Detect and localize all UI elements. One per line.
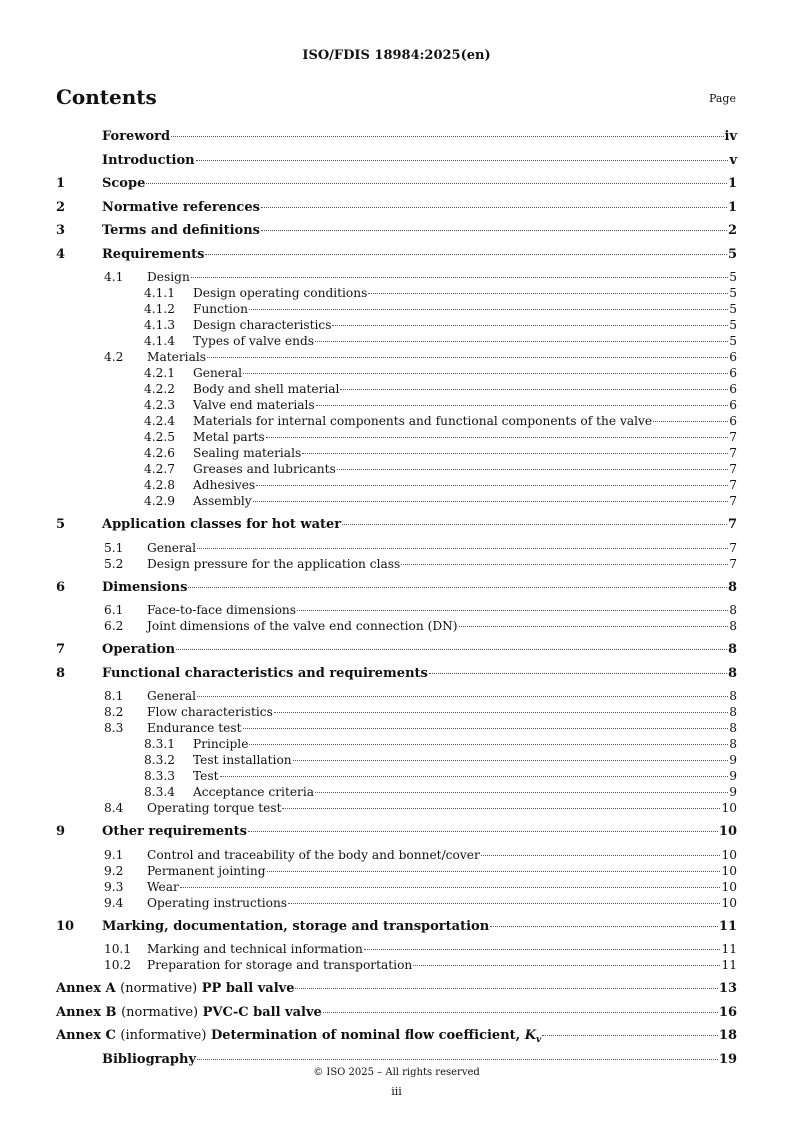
dot-leader	[197, 696, 728, 697]
dot-leader	[342, 524, 727, 525]
toc-entry-page: 7	[729, 494, 737, 508]
toc-entry[interactable]	[56, 1005, 737, 1029]
toc-entry-number: 4.2.7	[144, 462, 176, 476]
toc-entry[interactable]	[56, 478, 737, 494]
dot-leader	[282, 808, 720, 809]
dot-leader	[266, 437, 729, 438]
dot-leader	[337, 469, 728, 470]
toc-entry-title[interactable]: Joint dimensions of the valve end connection (DN)	[147, 619, 458, 633]
toc-entry-title[interactable]: Metal parts	[193, 430, 265, 444]
dot-leader	[261, 230, 727, 231]
dot-leader	[332, 325, 728, 326]
toc-entry-page: 8	[729, 705, 737, 719]
dot-leader	[248, 831, 718, 832]
dot-leader	[316, 405, 729, 406]
dot-leader	[176, 649, 727, 650]
toc-entry-number: 6.1	[104, 603, 124, 617]
dot-leader	[256, 485, 728, 486]
toc-entry-page: 6	[729, 350, 737, 364]
dot-leader	[490, 926, 718, 927]
toc-entry-title[interactable]: Wear	[147, 879, 179, 894]
toc-entry-number: 5	[56, 517, 66, 532]
toc-entry[interactable]	[56, 223, 737, 247]
toc-entry-title[interactable]: Function	[193, 302, 248, 316]
toc-entry-number: 8.3.4	[144, 785, 176, 799]
toc-entry-number: 9.2	[104, 863, 124, 878]
toc-entry-number: 9.3	[104, 879, 124, 894]
dot-leader	[267, 871, 721, 872]
toc-entry[interactable]	[56, 494, 737, 510]
toc-entry-page: 7	[729, 430, 737, 444]
toc-entry-number: 4.1.3	[144, 318, 176, 332]
toc-entry[interactable]	[56, 880, 737, 896]
dot-leader	[196, 160, 729, 161]
annex-label: Annex A	[56, 981, 116, 996]
toc-entry-number: 8	[56, 665, 66, 681]
dot-leader	[302, 453, 728, 454]
dot-leader	[297, 610, 728, 611]
dot-leader	[429, 673, 727, 674]
toc-entry-number: 4.2	[104, 350, 124, 364]
toc-entry-number: 1	[56, 176, 66, 191]
dot-leader	[205, 254, 726, 255]
toc-entry-title[interactable]: Terms and definitions	[102, 223, 260, 238]
dot-leader	[188, 587, 727, 588]
toc-entry-title[interactable]: Permanent jointing	[147, 863, 266, 878]
toc-section-gap	[56, 817, 737, 824]
toc-entry[interactable]	[56, 350, 737, 366]
dot-leader	[323, 1012, 718, 1013]
toc-section-gap	[56, 573, 737, 580]
toc-section-gap	[56, 974, 737, 981]
dot-leader	[368, 293, 728, 294]
annex-label: Annex B	[56, 1004, 117, 1020]
toc-entry-page: 1	[727, 199, 737, 215]
toc-entry-title[interactable]: Valve end materials	[193, 398, 315, 412]
toc-entry-number: 5.1	[104, 540, 124, 555]
dot-leader	[295, 988, 717, 989]
toc-entry-number: 9	[56, 824, 66, 839]
toc-entry-page: 8	[729, 603, 737, 617]
toc-entry-number: 8.3.3	[144, 769, 176, 783]
toc-entry-number: 10.2	[104, 958, 132, 972]
toc-entry-number: 4.2.2	[144, 382, 176, 396]
toc-entry-page: 5	[729, 318, 737, 332]
toc-entry[interactable]	[56, 619, 737, 635]
toc-entry[interactable]	[56, 801, 737, 817]
toc-entry[interactable]	[56, 270, 737, 286]
toc-entry-page: 16	[718, 1004, 737, 1020]
toc-entry[interactable]	[56, 446, 737, 462]
dot-leader	[542, 1035, 718, 1036]
toc-entry-number: 4.2.4	[144, 414, 176, 428]
toc-entry-page: 9	[729, 769, 737, 783]
dot-leader	[180, 887, 721, 888]
toc-entry-page: 11	[718, 918, 737, 934]
toc-entry-title[interactable]: Design characteristics	[193, 318, 332, 332]
toc-entry-page: 11	[721, 958, 737, 972]
toc-entry-page: 7	[729, 478, 737, 492]
annex-type: (informative)	[120, 1028, 207, 1043]
toc-entry[interactable]	[56, 721, 737, 737]
toc-entry-title[interactable]: Materials	[147, 350, 206, 364]
toc-entry[interactable]	[56, 302, 737, 318]
toc-entry-page: 5	[727, 246, 737, 262]
toc-entry-title[interactable]: Functional characteristics and requirements	[102, 665, 428, 681]
toc-entry-page: 10	[721, 879, 737, 894]
toc-entry-title[interactable]: Operating torque test	[147, 801, 282, 815]
toc-entry[interactable]	[56, 981, 737, 1005]
toc-entry-number: 4.1.2	[144, 302, 176, 316]
toc-entry-number: 4.1.4	[144, 334, 176, 348]
document-header: ISO/FDIS 18984:2025(en)	[302, 48, 491, 63]
annex-label: Annex C	[56, 1028, 116, 1043]
toc-entry-title[interactable]: Principle	[193, 737, 249, 751]
toc-entry[interactable]	[56, 366, 737, 382]
dot-leader	[253, 501, 729, 502]
toc-entry-page: 8	[729, 721, 737, 735]
dot-leader	[315, 341, 728, 342]
toc-entry-page: 6	[729, 366, 737, 380]
toc-entry-page: 8	[729, 737, 737, 751]
toc-entry-number: 4.1.1	[144, 286, 176, 300]
toc-entry-number: 6.2	[104, 619, 124, 633]
toc-entry[interactable]	[56, 705, 737, 721]
toc-entry-page: 6	[729, 398, 737, 412]
toc-entry-title[interactable]: General	[193, 366, 242, 380]
toc-entry-title[interactable]: General	[147, 689, 196, 703]
table-of-contents	[56, 129, 737, 1075]
toc-entry-title[interactable]: Endurance test	[147, 721, 242, 735]
annex-title: PVC-C ball valve	[202, 1004, 322, 1020]
dot-leader	[249, 309, 728, 310]
dot-leader	[288, 903, 720, 904]
toc-entry-title[interactable]: Operation	[102, 642, 176, 657]
toc-entry-title[interactable]: Test installation	[193, 753, 292, 767]
toc-entry-number: 10.1	[104, 942, 132, 956]
toc-entry-page: 10	[721, 863, 737, 878]
toc-entry-page: 10	[721, 847, 737, 862]
dot-leader	[340, 389, 728, 390]
toc-entry[interactable]	[56, 541, 737, 557]
dot-leader	[220, 776, 729, 777]
dot-leader	[481, 855, 721, 856]
toc-entry-number: 4.1	[104, 270, 124, 284]
toc-entry-page: v	[729, 152, 737, 168]
toc-entry-page: 8	[727, 642, 737, 657]
toc-entry-number: 8.3.1	[144, 737, 176, 751]
toc-entry[interactable]	[56, 666, 737, 690]
toc-entry-title[interactable]: Scope	[102, 176, 146, 191]
toc-entry[interactable]	[56, 517, 737, 541]
toc-entry[interactable]	[56, 334, 737, 350]
toc-entry[interactable]	[56, 919, 737, 943]
toc-entry-page: 1	[727, 176, 737, 191]
toc-entry-page: iv	[724, 129, 737, 144]
toc-entry-title[interactable]: Adhesives	[193, 478, 256, 492]
dot-leader	[197, 548, 728, 549]
toc-entry-number: 4.2.1	[144, 366, 176, 380]
toc-entry-page: 10	[721, 895, 737, 910]
toc-entry-number: 6	[56, 579, 66, 595]
toc-entry[interactable]	[56, 603, 737, 619]
annex-title: Determination of nominal flow coefficient,	[210, 1028, 525, 1043]
toc-entry-title[interactable]: Operating instructions	[147, 895, 288, 910]
toc-entry-page: 5	[729, 286, 737, 300]
toc-entry[interactable]	[56, 286, 737, 302]
toc-entry-page: 7	[729, 540, 737, 555]
toc-entry[interactable]	[56, 942, 737, 958]
toc-entry-title[interactable]: Requirements	[102, 246, 205, 262]
toc-entry-title[interactable]	[56, 981, 294, 996]
toc-entry-page: 5	[729, 270, 737, 284]
toc-entry-title[interactable]: Preparation for storage and transportation	[147, 958, 413, 972]
toc-entry[interactable]	[56, 382, 737, 398]
toc-entry-page: 5	[729, 334, 737, 348]
toc-entry-number: 4.2.9	[144, 494, 176, 508]
toc-entry-title[interactable]: Greases and lubricants	[193, 462, 336, 476]
toc-entry-page: 7	[729, 446, 737, 460]
toc-entry-page: 8	[727, 579, 737, 595]
toc-entry-number: 4	[56, 246, 66, 262]
toc-entry-title[interactable]: Marking, documentation, storage and transportation	[102, 918, 490, 934]
toc-entry[interactable]	[56, 414, 737, 430]
toc-entry-page: 6	[729, 382, 737, 396]
toc-entry-page: 13	[718, 981, 737, 996]
toc-entry-page: 8	[729, 689, 737, 703]
toc-entry-number: 4.2.5	[144, 430, 176, 444]
dot-leader	[197, 1059, 718, 1060]
toc-entry-title[interactable]: Application classes for hot water	[102, 517, 342, 532]
toc-entry-page: 18	[718, 1028, 737, 1043]
toc-entry-page: 8	[729, 619, 737, 633]
toc-entry-page: 7	[729, 462, 737, 476]
toc-entry-page: 7	[729, 556, 737, 571]
toc-entry-title[interactable]: Bibliography	[102, 1051, 197, 1067]
dot-leader	[243, 728, 729, 729]
toc-entry-page: 2	[727, 223, 737, 238]
toc-entry-title[interactable]: Foreword	[102, 129, 171, 144]
toc-entry[interactable]	[56, 896, 737, 912]
toc-entry-number: 2	[56, 199, 66, 215]
toc-entry-title[interactable]: Body and shell material	[193, 382, 340, 396]
toc-entry[interactable]	[56, 398, 737, 414]
dot-leader	[171, 136, 723, 137]
dot-leader	[315, 792, 728, 793]
dot-leader	[191, 277, 728, 278]
toc-entry-title[interactable]: Materials for internal components and functional components of the valve	[193, 414, 653, 428]
toc-entry-title[interactable]: Flow characteristics	[147, 705, 273, 719]
copyright-footer: © ISO 2025 – All rights reserved	[313, 1067, 480, 1078]
dot-leader	[653, 421, 728, 422]
toc-entry-number: 9.4	[104, 895, 124, 910]
toc-section-gap	[56, 635, 737, 642]
toc-entry-page: 9	[729, 785, 737, 799]
toc-entry[interactable]	[56, 737, 737, 753]
toc-entry[interactable]	[56, 769, 737, 785]
toc-entry-number: 4.2.3	[144, 398, 176, 412]
page-title: Contents	[56, 85, 157, 109]
toc-entry-title[interactable]: Other requirements	[102, 824, 247, 839]
flow-coefficient-subscript: v	[536, 1035, 542, 1045]
toc-entry-number: 8.1	[104, 689, 124, 703]
dot-leader	[413, 965, 720, 966]
toc-entry[interactable]	[56, 318, 737, 334]
toc-section-gap	[56, 510, 737, 517]
toc-entry-title[interactable]: Types of valve ends	[193, 334, 315, 348]
toc-entry[interactable]	[56, 642, 737, 666]
dot-leader	[293, 760, 729, 761]
dot-leader	[243, 373, 728, 374]
toc-entry[interactable]	[56, 753, 737, 769]
toc-entry-page: 10	[721, 801, 737, 815]
toc-entry-title[interactable]: General	[147, 540, 196, 555]
toc-entry[interactable]	[56, 200, 737, 224]
toc-entry-page: 7	[727, 517, 737, 532]
toc-entry-page: 5	[729, 302, 737, 316]
toc-entry-title[interactable]	[56, 1028, 541, 1045]
toc-entry-title[interactable]: Design pressure for the application class	[147, 556, 401, 571]
toc-entry-number: 4.2.6	[144, 446, 176, 460]
toc-entry[interactable]	[56, 462, 737, 478]
toc-entry-page: 8	[727, 665, 737, 681]
toc-entry-title[interactable]: Control and traceability of the body and bonnet/cover	[147, 847, 480, 862]
dot-leader	[261, 207, 727, 208]
page-number: iii	[391, 1085, 402, 1098]
toc-entry[interactable]	[56, 689, 737, 705]
toc-entry-number: 8.4	[104, 801, 124, 815]
toc-entry[interactable]	[56, 153, 737, 177]
page-column-label: Page	[708, 92, 736, 105]
toc-entry-page: 6	[729, 414, 737, 428]
toc-entry[interactable]	[56, 1028, 737, 1052]
toc-section-gap	[56, 912, 737, 919]
toc-entry[interactable]	[56, 958, 737, 974]
toc-entry[interactable]	[56, 557, 737, 573]
toc-entry-page: 11	[721, 942, 737, 956]
toc-entry[interactable]	[56, 864, 737, 880]
dot-leader	[459, 626, 729, 627]
toc-entry[interactable]	[56, 430, 737, 446]
toc-entry-title[interactable]: Assembly	[193, 494, 252, 508]
toc-entry-page: 10	[718, 824, 737, 839]
toc-entry-page: 9	[729, 753, 737, 767]
toc-entry[interactable]	[56, 848, 737, 864]
toc-entry-number: 4.2.8	[144, 478, 176, 492]
toc-entry[interactable]	[56, 247, 737, 271]
toc-entry-number: 3	[56, 223, 66, 238]
toc-entry-title[interactable]: Acceptance criteria	[193, 785, 315, 799]
toc-entry-number: 8.3.2	[144, 753, 176, 767]
toc-entry-title[interactable]: Test	[193, 769, 219, 783]
toc-entry-title[interactable]: Sealing materials	[193, 446, 302, 460]
annex-type: (normative)	[120, 981, 198, 996]
toc-entry-number: 7	[56, 642, 66, 657]
toc-entry-title[interactable]: Introduction	[102, 152, 195, 168]
dot-leader	[274, 712, 728, 713]
toc-entry[interactable]	[56, 176, 737, 200]
toc-entry[interactable]	[56, 580, 737, 604]
toc-entry[interactable]	[56, 785, 737, 801]
toc-entry-title[interactable]: Design	[147, 270, 190, 284]
dot-leader	[249, 744, 728, 745]
flow-coefficient-symbol: K	[524, 1028, 537, 1043]
toc-entry-number: 8.2	[104, 705, 124, 719]
toc-entry[interactable]	[56, 824, 737, 848]
toc-entry-page: 19	[718, 1051, 737, 1067]
toc-entry-title[interactable]: Marking and technical information	[147, 942, 363, 956]
toc-entry[interactable]	[56, 129, 737, 153]
annex-title: PP ball valve	[201, 981, 295, 996]
toc-entry-title[interactable]	[56, 1005, 322, 1020]
toc-entry-title[interactable]: Design operating conditions	[193, 286, 368, 300]
dot-leader	[364, 949, 721, 950]
toc-entry-number: 10	[56, 918, 75, 934]
dot-leader	[207, 357, 728, 358]
toc-entry-title[interactable]: Face-to-face dimensions	[147, 603, 297, 617]
dot-leader	[401, 564, 728, 565]
toc-entry-number: 9.1	[104, 847, 124, 862]
dot-leader	[146, 183, 727, 184]
annex-type: (normative)	[121, 1004, 199, 1020]
toc-entry-number: 8.3	[104, 721, 124, 735]
toc-entry-number: 5.2	[104, 556, 124, 571]
toc-entry-title[interactable]: Normative references	[102, 199, 260, 215]
toc-entry-title[interactable]: Dimensions	[102, 579, 188, 595]
